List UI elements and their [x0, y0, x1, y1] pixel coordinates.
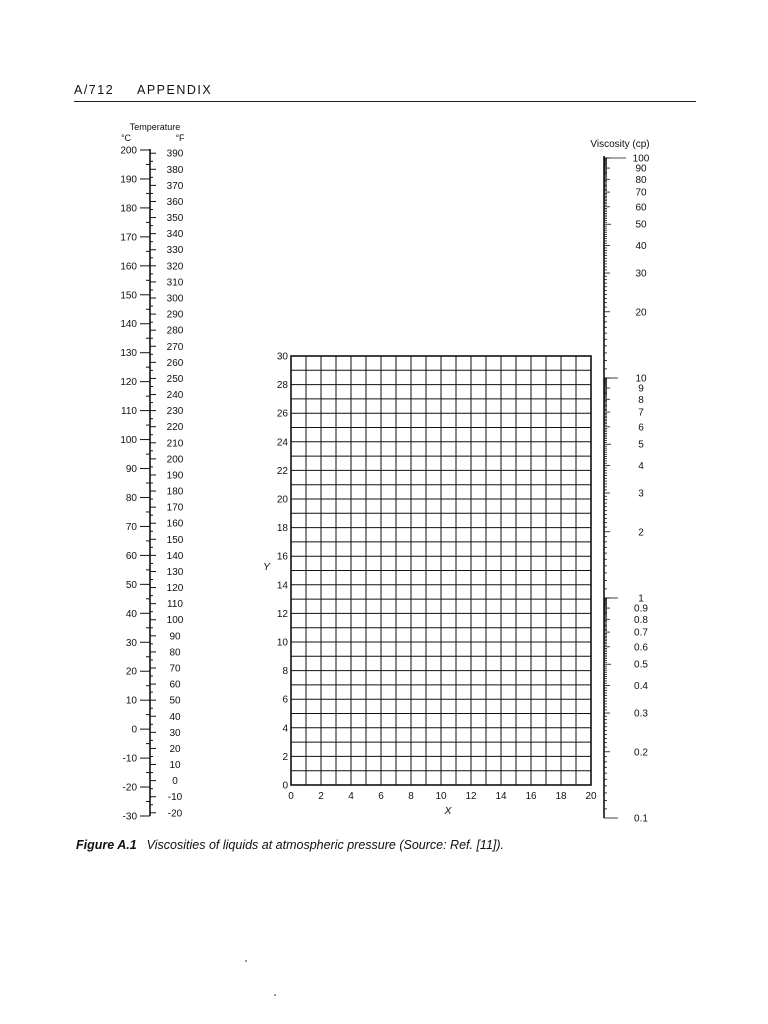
- viscosity-tick-label: 70: [635, 187, 647, 199]
- y-tick-label: 18: [276, 523, 288, 535]
- celsius-tick-label: 0: [131, 724, 137, 736]
- x-tick-label: 8: [408, 791, 414, 802]
- fahrenheit-tick-label: 80: [169, 647, 181, 659]
- x-tick-label: 6: [378, 791, 384, 802]
- viscosity-tick-label: 100: [632, 153, 650, 165]
- y-tick-label: 4: [282, 723, 288, 735]
- y-tick-label: 14: [276, 580, 288, 592]
- viscosity-tick-label: 8: [638, 394, 644, 406]
- viscosity-tick-label: 1: [638, 593, 644, 605]
- x-tick-label: 2: [318, 791, 324, 802]
- fahrenheit-tick-label: 360: [166, 196, 184, 208]
- fahrenheit-tick-label: 70: [169, 663, 181, 675]
- celsius-tick-label: 70: [125, 521, 137, 533]
- fahrenheit-tick-label: 140: [166, 550, 184, 562]
- viscosity-tick-label: 0.4: [634, 681, 648, 693]
- fahrenheit-tick-label: 120: [166, 583, 184, 595]
- y-tick-label: 30: [276, 351, 288, 363]
- celsius-tick-label: 130: [120, 348, 137, 360]
- x-tick-label: 4: [348, 791, 354, 802]
- y-tick-label: 22: [276, 465, 288, 477]
- y-tick-label: 10: [276, 637, 288, 649]
- viscosity-tick-label: 2: [638, 527, 644, 539]
- x-tick-label: 12: [465, 791, 477, 802]
- fahrenheit-tick-label: 250: [166, 373, 184, 385]
- fahrenheit-tick-label: 220: [166, 422, 184, 434]
- celsius-tick-label: 100: [120, 435, 137, 447]
- celsius-tick-label: 120: [120, 377, 137, 389]
- fahrenheit-tick-label: 290: [166, 309, 184, 321]
- y-tick-label: 12: [276, 608, 288, 620]
- viscosity-tick-label: 20: [635, 307, 647, 319]
- y-tick-label: 2: [282, 751, 288, 763]
- fahrenheit-tick-label: 380: [166, 164, 184, 176]
- celsius-tick-label: 110: [121, 406, 137, 418]
- page-number: A/712: [74, 83, 115, 97]
- fahrenheit-tick-label: 330: [166, 245, 184, 257]
- x-tick-label: 20: [585, 791, 597, 802]
- celsius-tick-label: 160: [120, 261, 137, 273]
- fahrenheit-tick-label: 180: [166, 486, 184, 498]
- viscosity-title: Viscosity (cp): [590, 139, 650, 150]
- viscosity-tick-label: 0.9: [634, 603, 648, 615]
- temperature-scale: [120, 146, 183, 823]
- viscosity-tick-label: 50: [635, 219, 647, 231]
- celsius-tick-label: 40: [125, 608, 137, 620]
- fahrenheit-tick-label: 190: [166, 470, 184, 482]
- celsius-tick-label: 150: [120, 290, 137, 302]
- viscosity-tick-label: 0.2: [634, 747, 648, 759]
- y-tick-label: 0: [282, 780, 288, 792]
- fahrenheit-tick-label: 280: [166, 325, 184, 337]
- x-tick-label: 0: [288, 791, 294, 802]
- fahrenheit-tick-label: 0: [172, 776, 178, 788]
- fahrenheit-tick-label: -10: [167, 792, 183, 804]
- viscosity-tick-label: 0.5: [634, 659, 648, 671]
- fahrenheit-tick-label: 340: [166, 229, 184, 241]
- fahrenheit-tick-label: 390: [166, 148, 184, 160]
- fahrenheit-tick-label: 300: [166, 293, 184, 305]
- celsius-unit: °C: [120, 133, 132, 143]
- fahrenheit-tick-label: 210: [166, 438, 184, 450]
- y-tick-label: 28: [276, 380, 288, 392]
- y-tick-label: 8: [282, 666, 288, 678]
- viscosity-tick-label: 5: [638, 439, 644, 451]
- fahrenheit-tick-label: 130: [166, 566, 184, 578]
- viscosity-tick-label: 30: [635, 268, 647, 280]
- fahrenheit-tick-label: 100: [166, 615, 184, 627]
- viscosity-tick-label: 4: [638, 461, 644, 473]
- fahrenheit-tick-label: 150: [166, 534, 184, 546]
- fahrenheit-tick-label: 370: [166, 180, 184, 192]
- fahrenheit-unit: °F: [175, 133, 185, 143]
- celsius-tick-label: 140: [120, 319, 137, 331]
- fahrenheit-tick-label: 10: [169, 760, 181, 772]
- celsius-tick-label: 10: [125, 695, 137, 707]
- viscosity-tick-label: 40: [635, 241, 647, 253]
- fahrenheit-tick-label: 270: [166, 341, 184, 353]
- celsius-tick-label: 30: [125, 637, 137, 649]
- y-tick-label: 20: [276, 494, 288, 506]
- fahrenheit-tick-label: 170: [166, 502, 184, 514]
- viscosity-tick-label: 80: [635, 174, 647, 186]
- fahrenheit-tick-label: 20: [169, 743, 181, 755]
- fahrenheit-tick-label: 160: [166, 518, 184, 530]
- viscosity-tick-label: 0.8: [634, 614, 648, 626]
- caption-label: Figure A.1: [76, 838, 137, 852]
- scan-speck: [274, 994, 276, 996]
- fahrenheit-tick-label: 40: [169, 711, 181, 723]
- celsius-tick-label: 80: [125, 492, 137, 504]
- fahrenheit-tick-label: 240: [166, 390, 184, 402]
- celsius-tick-label: -30: [122, 811, 137, 823]
- fahrenheit-tick-label: 110: [167, 599, 183, 611]
- viscosity-tick-label: 3: [638, 488, 644, 500]
- fahrenheit-tick-label: 60: [169, 679, 181, 691]
- viscosity-tick-label: 10: [635, 373, 647, 385]
- fahrenheit-tick-label: -20: [167, 808, 183, 820]
- fahrenheit-tick-label: 350: [166, 213, 184, 225]
- fahrenheit-tick-label: 30: [169, 727, 181, 739]
- x-axis-label: X: [444, 805, 452, 817]
- viscosity-scale: [604, 154, 650, 825]
- fahrenheit-tick-label: 50: [169, 695, 181, 707]
- y-tick-label: 6: [282, 694, 288, 706]
- celsius-tick-label: 20: [125, 666, 137, 678]
- fahrenheit-tick-label: 310: [166, 277, 184, 289]
- viscosity-tick-label: 60: [635, 202, 647, 214]
- viscosity-tick-label: 6: [638, 422, 644, 434]
- y-tick-label: 26: [276, 408, 288, 420]
- fahrenheit-tick-label: 260: [166, 357, 184, 369]
- fahrenheit-tick-label: 200: [166, 454, 184, 466]
- viscosity-tick-label: 0.6: [634, 642, 648, 654]
- x-tick-label: 18: [555, 791, 567, 802]
- figure-caption: [76, 838, 504, 852]
- celsius-tick-label: 90: [125, 464, 137, 476]
- viscosity-tick-label: 0.1: [634, 813, 648, 825]
- viscosity-tick-label: 0.7: [634, 627, 648, 639]
- scan-speck: [245, 960, 247, 962]
- celsius-tick-label: 190: [120, 174, 137, 186]
- temperature-title: Temperature: [129, 122, 181, 132]
- section-title: APPENDIX: [137, 83, 213, 97]
- celsius-tick-label: -20: [122, 782, 137, 794]
- viscosity-tick-label: 90: [635, 163, 647, 175]
- viscosity-tick-label: 0.3: [634, 708, 648, 720]
- celsius-tick-label: 170: [120, 232, 137, 244]
- xy-grid: [277, 352, 597, 803]
- celsius-tick-label: 200: [120, 145, 137, 157]
- fahrenheit-tick-label: 320: [166, 261, 184, 273]
- y-tick-label: 16: [276, 551, 288, 563]
- celsius-tick-label: 60: [125, 550, 137, 562]
- y-tick-label: 24: [276, 437, 288, 449]
- viscosity-tick-label: 7: [638, 407, 644, 419]
- x-tick-label: 16: [525, 791, 537, 802]
- x-tick-label: 10: [435, 791, 447, 802]
- caption-text: Viscosities of liquids at atmospheric pressure (Source: Ref. [11]).: [146, 838, 505, 852]
- y-axis-label: Y: [262, 561, 270, 573]
- celsius-tick-label: 180: [120, 203, 137, 215]
- fahrenheit-tick-label: 90: [169, 631, 181, 643]
- x-tick-label: 14: [495, 791, 507, 802]
- fahrenheit-tick-label: 230: [166, 406, 184, 418]
- celsius-tick-label: 50: [125, 579, 137, 591]
- viscosity-tick-label: 9: [638, 383, 644, 395]
- celsius-tick-label: -10: [122, 753, 137, 765]
